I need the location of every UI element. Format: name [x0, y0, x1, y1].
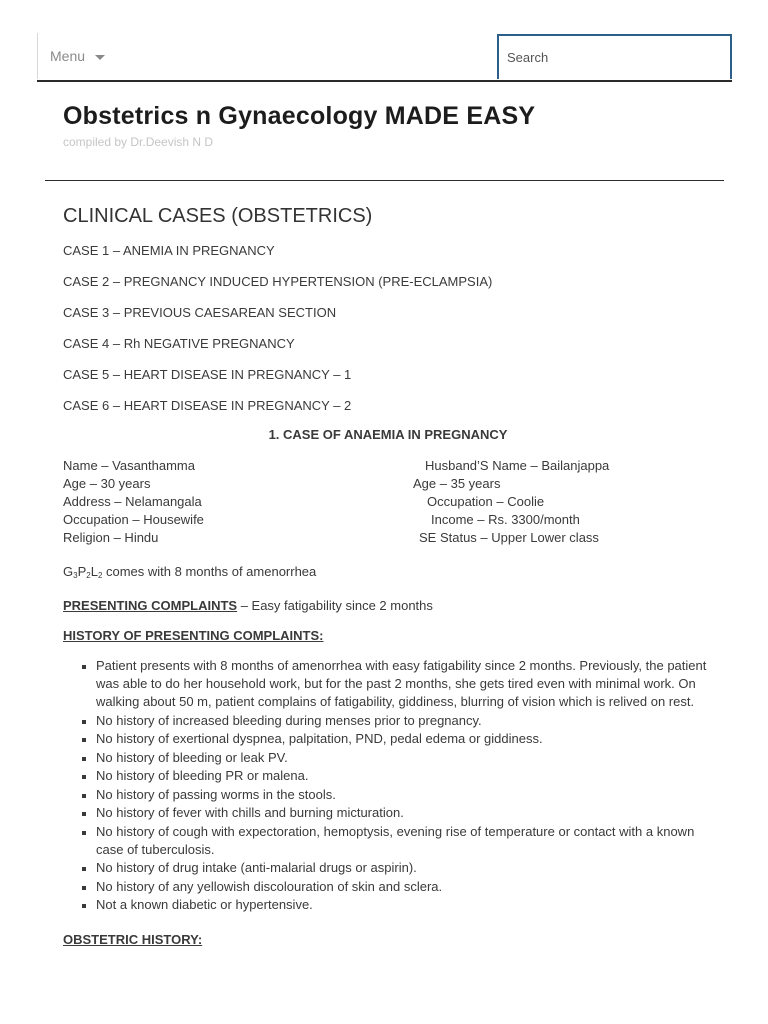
presenting-complaints-text: – Easy fatigability since 2 months [237, 598, 433, 613]
patient-age: Age – 30 years [63, 476, 151, 491]
presenting-complaints-label: PRESENTING COMPLAINTS [63, 598, 238, 613]
patient-occupation: Occupation – Housewife [63, 512, 204, 527]
menu-toggle[interactable] [37, 33, 510, 79]
case-link-2[interactable]: CASE 2 – PREGNANCY INDUCED HYPERTENSION (PRE-ECLAMPSIA) [63, 274, 493, 289]
history-list [63, 657, 713, 914]
list-item: Patient presents with 8 months of amenorrhea with easy fatigability since 2 months. Previously, the patient was able to do her household work, but for the past 2 months, she gets tired even with minimal work. On walking about 50 m, patient complains of fatigability, giddiness, blurring of vision which is relived on rest. [96, 657, 713, 711]
case-link-6[interactable]: CASE 6 – HEART DISEASE IN PREGNANCY – 2 [63, 398, 352, 413]
site-title[interactable]: Obstetrics n Gynaecology MADE EASY [63, 102, 536, 130]
caret-down-icon [95, 55, 105, 60]
header-divider [45, 180, 724, 181]
patient-name: Name – Vasanthamma [63, 458, 195, 473]
husband-name: Husband’S Name – Bailanjappa [425, 458, 610, 473]
section-title: CLINICAL CASES (OBSTETRICS) [63, 205, 373, 227]
list-item: No history of cough with expectoration, hemoptysis, evening rise of temperature or contact with a known case of tuberculosis. [96, 823, 713, 859]
search-box[interactable] [497, 34, 732, 79]
case-link-1[interactable]: CASE 1 – ANEMIA IN PREGNANCY [63, 243, 275, 258]
top-navigation [37, 33, 732, 82]
history-heading: HISTORY OF PRESENTING COMPLAINTS: [63, 628, 324, 643]
husband-age: Age – 35 years [413, 476, 501, 491]
list-item: No history of bleeding PR or malena. [96, 767, 713, 785]
case-link-4[interactable]: CASE 4 – Rh NEGATIVE PREGNANCY [63, 336, 295, 351]
list-item: Not a known diabetic or hypertensive. [96, 896, 713, 914]
case-heading: 1. CASE OF ANAEMIA IN PREGNANCY [268, 427, 508, 442]
list-item: No history of any yellowish discolouration of skin and sclera. [96, 878, 713, 896]
obstetric-score: $G_3P_2L_2$ comes with 8 months of amenorrhea [63, 564, 317, 580]
menu-label: Menu [50, 48, 86, 64]
obstetric-history-heading: OBSTETRIC HISTORY: [63, 932, 203, 947]
search-input[interactable] [499, 49, 730, 66]
case-link-5[interactable]: CASE 5 – HEART DISEASE IN PREGNANCY – 1 [63, 367, 352, 382]
article-content [63, 202, 713, 949]
husband-occupation: Occupation – Coolie [427, 494, 545, 509]
list-item: No history of exertional dyspnea, palpitation, PND, pedal edema or giddiness. [96, 730, 713, 748]
list-item: No history of fever with chills and burning micturation. [96, 804, 713, 822]
patient-details [63, 457, 713, 547]
presenting-complaints [63, 597, 713, 615]
husband-income: Income – Rs. 3300/month [431, 512, 580, 527]
list-item: No history of passing worms in the stools. [96, 786, 713, 804]
list-item: No history of bleeding or leak PV. [96, 749, 713, 767]
patient-address: Address – Nelamangala [63, 494, 202, 509]
site-subtitle: compiled by Dr.Deevish N D [63, 135, 214, 149]
se-status: SE Status – Upper Lower class [419, 530, 599, 545]
patient-religion: Religion – Hindu [63, 530, 159, 545]
list-item: No history of increased bleeding during menses prior to pregnancy. [96, 712, 713, 730]
list-item: No history of drug intake (anti-malarial drugs or aspirin). [96, 859, 713, 877]
case-link-3[interactable]: CASE 3 – PREVIOUS CAESAREAN SECTION [63, 305, 337, 320]
